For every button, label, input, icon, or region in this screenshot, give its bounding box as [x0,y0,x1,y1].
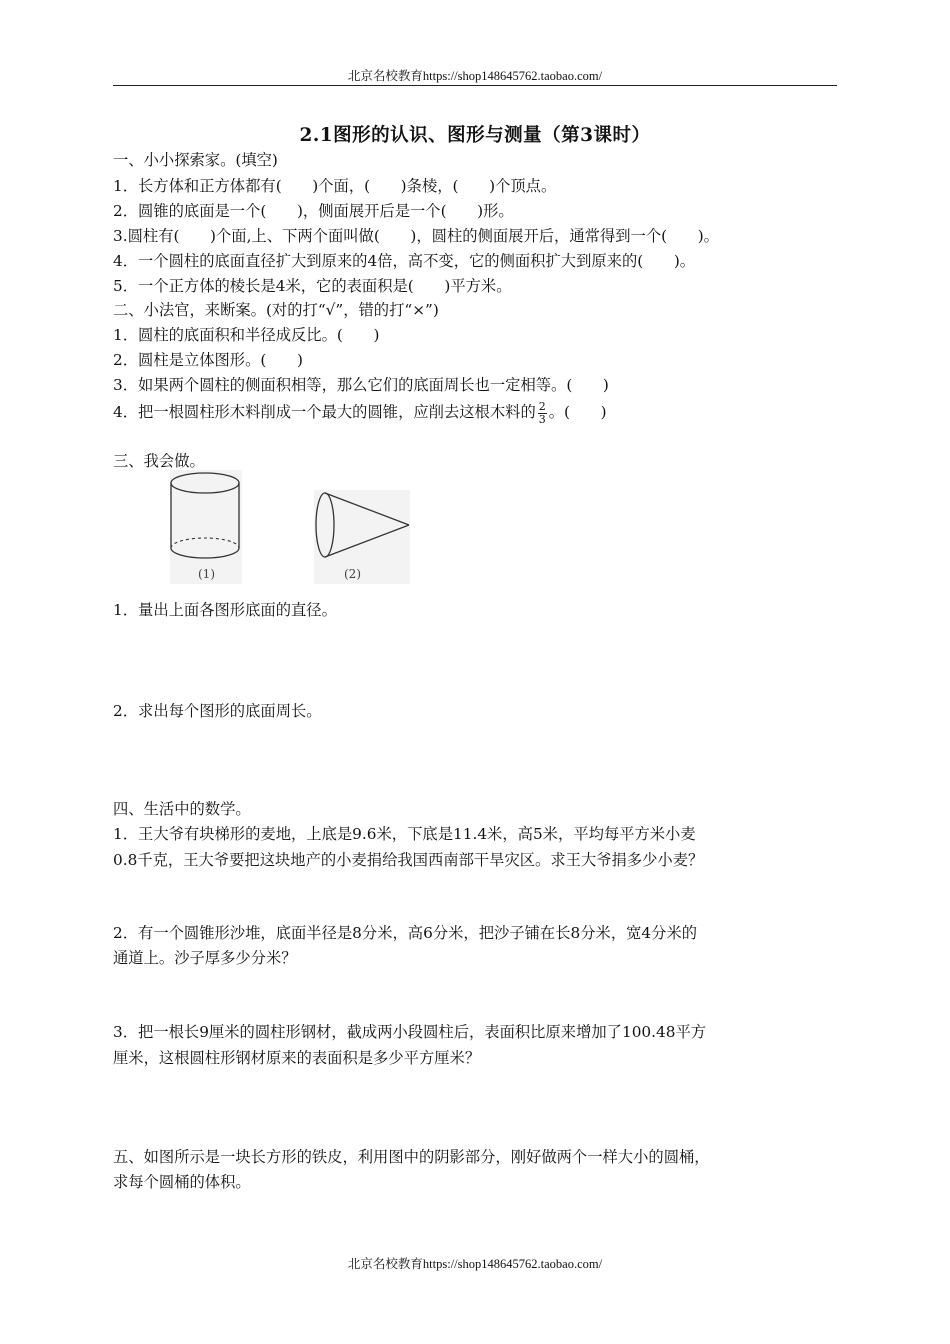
section5-line-1: 五、如图所示是一块长方形的铁皮，利用图中的阴影部分，刚好做两个一样大小的圆桶， [113,1148,710,1166]
section1-item-2: 2．圆锥的底面是一个( )，侧面展开后是一个( )形。 [113,202,514,220]
section4-problem-1-line-2: 0.8千克，王大爷要把这块地产的小麦捐给我国西南部干旱灾区。求王大爷捐多少小麦？ [113,851,704,869]
fraction-numerator: 2 [538,399,546,413]
section4-problem-2-line-1: 2．有一个圆锥形沙堆，底面半径是8分米，高6分米，把沙子铺在长8分米，宽4分米的 [113,924,698,942]
cylinder-figure [170,470,242,584]
header-rule [113,85,837,86]
section2-item-4-text: 4．把一根圆柱形木料削成一个最大的圆锥，应削去这根木料的 [113,403,536,421]
page-title: 2.1图形的认识、图形与测量（第3课时） [299,125,651,146]
section3-question-2: 2．求出每个图形的底面周长。 [113,702,322,720]
page-header: 北京名校教育https://shop148645762.taobao.com/ [347,69,603,83]
section2-item-4 [113,400,607,426]
section1-item-1: 1．长方体和正方体都有( )个面，( )条棱，( )个顶点。 [113,177,557,195]
section3-question-1: 1．量出上面各图形底面的直径。 [113,601,337,619]
section1-item-5: 5．一个正方体的棱长是4米，它的表面积是( )平方米。 [113,277,512,295]
section1-item-3: 3.圆柱有( )个面,上、下两个面叫做( )，圆柱的侧面展开后，通常得到一个( )。 [113,227,719,245]
cone-drawing [314,490,410,584]
section2-item-2: 2．圆柱是立体图形。( ) [113,351,303,369]
section4-heading: 四、生活中的数学。 [113,800,251,818]
fraction-two-thirds [538,401,547,426]
figure-2-label: (2) [344,567,361,581]
section1-item-4: 4．一个圆柱的底面直径扩大到原来的4倍，高不变，它的侧面积扩大到原来的( )。 [113,252,696,270]
section4-problem-3-line-2: 厘米，这根圆柱形钢材原来的表面积是多少平方厘米？ [113,1049,481,1067]
page-footer: 北京名校教育https://shop148645762.taobao.com/ [347,1257,603,1271]
section4-problem-3-line-1: 3．把一根长9厘米的圆柱形钢材，截成两小段圆柱后，表面积比原来增加了100.48平方 [113,1023,707,1041]
fraction-denominator: 3 [538,412,546,426]
section2-item-1: 1．圆柱的底面积和半径成反比。( ) [113,326,380,344]
section3-heading: 三、我会做。 [113,452,205,470]
section1-heading: 一、小小探索家。(填空) [113,151,278,169]
section2-item-4-bracket: 。( ) [548,403,607,421]
section2-heading: 二、小法官，来断案。(对的打“√”，错的打“×”) [113,301,439,319]
section5-line-2: 求每个圆桶的体积。 [113,1173,251,1191]
figure-1-label: (1) [198,567,215,581]
section4-problem-2-line-2: 通道上。沙子厚多少分米？ [113,949,297,967]
section4-problem-1-line-1: 1．王大爷有块梯形的麦地，上底是9.6米，下底是11.4米，高5米，平均每平方米小麦 [113,825,696,843]
section2-item-3: 3．如果两个圆柱的侧面积相等，那么它们的底面周长也一定相等。( ) [113,376,609,394]
cone-figure [314,490,410,584]
